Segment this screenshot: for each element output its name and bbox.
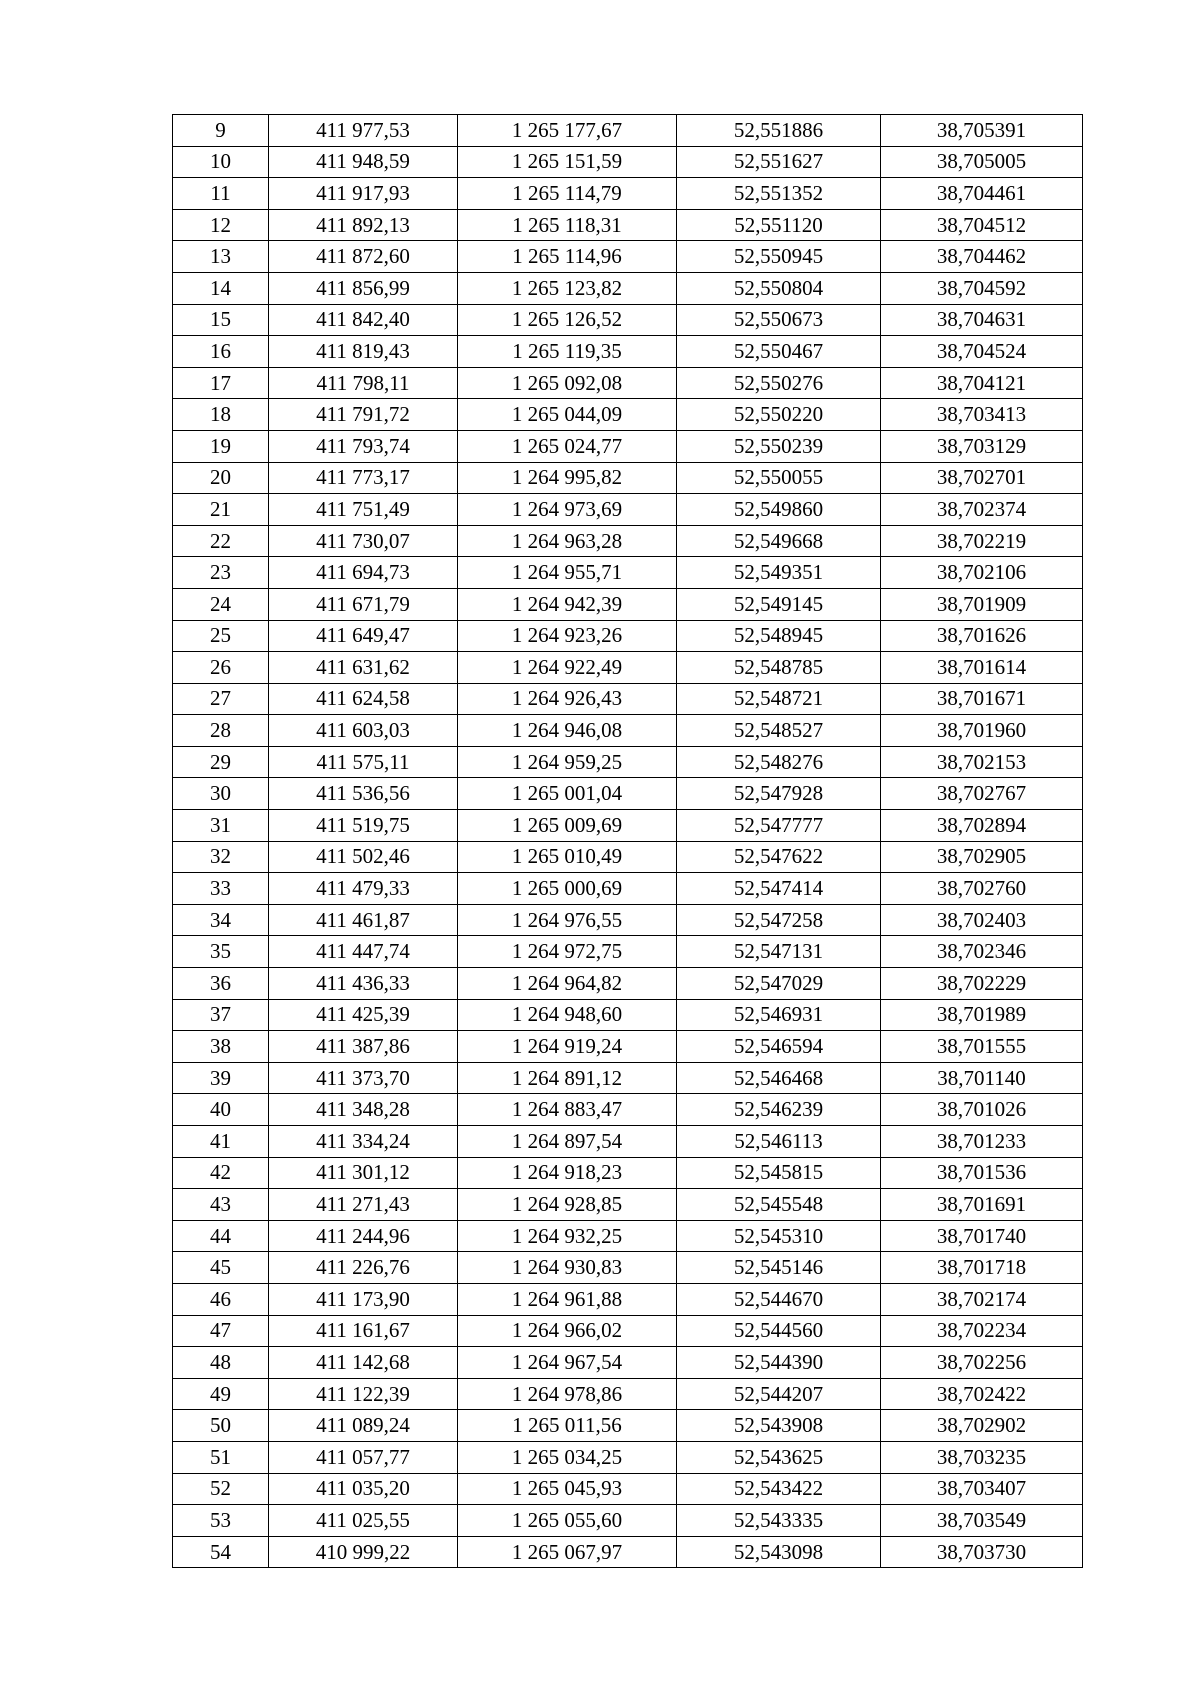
point-number-cell: 43	[173, 1189, 269, 1221]
latitude-cell: 52,544560	[677, 1315, 881, 1347]
point-number-cell: 26	[173, 652, 269, 684]
coordinate-y-cell: 1 264 919,24	[458, 1031, 677, 1063]
coordinate-x-cell: 411 730,07	[269, 525, 458, 557]
longitude-cell: 38,705391	[881, 115, 1083, 147]
longitude-cell: 38,702403	[881, 904, 1083, 936]
point-number-cell: 36	[173, 968, 269, 1000]
coordinate-y-cell: 1 264 930,83	[458, 1252, 677, 1284]
point-number-cell: 47	[173, 1315, 269, 1347]
coordinate-x-cell: 411 791,72	[269, 399, 458, 431]
coordinate-y-cell: 1 265 067,97	[458, 1536, 677, 1568]
coordinate-x-cell: 411 631,62	[269, 652, 458, 684]
point-number-cell: 32	[173, 841, 269, 873]
table-row	[173, 1473, 1083, 1505]
coordinate-y-cell: 1 264 891,12	[458, 1062, 677, 1094]
coordinate-x-cell: 411 793,74	[269, 430, 458, 462]
longitude-cell: 38,702219	[881, 525, 1083, 557]
point-number-cell: 18	[173, 399, 269, 431]
longitude-cell: 38,702234	[881, 1315, 1083, 1347]
longitude-cell: 38,701536	[881, 1157, 1083, 1189]
longitude-cell: 38,701960	[881, 715, 1083, 747]
longitude-cell: 38,702374	[881, 494, 1083, 526]
longitude-cell: 38,702346	[881, 936, 1083, 968]
coordinate-y-cell: 1 265 024,77	[458, 430, 677, 462]
point-number-cell: 27	[173, 683, 269, 715]
coordinate-x-cell: 411 301,12	[269, 1157, 458, 1189]
table-row	[173, 1378, 1083, 1410]
latitude-cell: 52,543625	[677, 1441, 881, 1473]
point-number-cell: 53	[173, 1505, 269, 1537]
longitude-cell: 38,701614	[881, 652, 1083, 684]
longitude-cell: 38,702894	[881, 810, 1083, 842]
coordinate-y-cell: 1 265 044,09	[458, 399, 677, 431]
longitude-cell: 38,702256	[881, 1347, 1083, 1379]
coordinate-x-cell: 411 271,43	[269, 1189, 458, 1221]
coordinate-x-cell: 411 751,49	[269, 494, 458, 526]
table-row	[173, 999, 1083, 1031]
latitude-cell: 52,547622	[677, 841, 881, 873]
longitude-cell: 38,704461	[881, 178, 1083, 210]
coordinate-y-cell: 1 264 928,85	[458, 1189, 677, 1221]
latitude-cell: 52,550673	[677, 304, 881, 336]
coordinate-x-cell: 411 334,24	[269, 1126, 458, 1158]
latitude-cell: 52,550055	[677, 462, 881, 494]
coordinate-y-cell: 1 265 034,25	[458, 1441, 677, 1473]
coordinate-x-cell: 411 387,86	[269, 1031, 458, 1063]
table-row	[173, 1220, 1083, 1252]
coordinate-x-cell: 411 536,56	[269, 778, 458, 810]
point-number-cell: 13	[173, 241, 269, 273]
point-number-cell: 28	[173, 715, 269, 747]
latitude-cell: 52,544670	[677, 1283, 881, 1315]
point-number-cell: 22	[173, 525, 269, 557]
longitude-cell: 38,702229	[881, 968, 1083, 1000]
table-row	[173, 1126, 1083, 1158]
table-row	[173, 683, 1083, 715]
coordinate-y-cell: 1 265 001,04	[458, 778, 677, 810]
table-row	[173, 399, 1083, 431]
coordinate-y-cell: 1 265 092,08	[458, 367, 677, 399]
table-row	[173, 1252, 1083, 1284]
longitude-cell: 38,705005	[881, 146, 1083, 178]
table-row	[173, 1062, 1083, 1094]
longitude-cell: 38,703407	[881, 1473, 1083, 1505]
point-number-cell: 44	[173, 1220, 269, 1252]
coordinate-x-cell: 411 035,20	[269, 1473, 458, 1505]
table-row	[173, 336, 1083, 368]
coordinate-x-cell: 411 025,55	[269, 1505, 458, 1537]
latitude-cell: 52,548721	[677, 683, 881, 715]
longitude-cell: 38,704512	[881, 209, 1083, 241]
coordinate-y-cell: 1 264 972,75	[458, 936, 677, 968]
point-number-cell: 14	[173, 272, 269, 304]
coordinate-x-cell: 411 244,96	[269, 1220, 458, 1252]
point-number-cell: 45	[173, 1252, 269, 1284]
latitude-cell: 52,547258	[677, 904, 881, 936]
coordinate-y-cell: 1 264 932,25	[458, 1220, 677, 1252]
table-row	[173, 1505, 1083, 1537]
table-row	[173, 1031, 1083, 1063]
coordinate-x-cell: 411 436,33	[269, 968, 458, 1000]
latitude-cell: 52,547928	[677, 778, 881, 810]
table-row	[173, 146, 1083, 178]
point-number-cell: 39	[173, 1062, 269, 1094]
latitude-cell: 52,547777	[677, 810, 881, 842]
latitude-cell: 52,547029	[677, 968, 881, 1000]
point-number-cell: 12	[173, 209, 269, 241]
longitude-cell: 38,701718	[881, 1252, 1083, 1284]
coordinate-x-cell: 410 999,22	[269, 1536, 458, 1568]
coordinate-x-cell: 411 373,70	[269, 1062, 458, 1094]
coordinate-y-cell: 1 264 946,08	[458, 715, 677, 747]
table-row	[173, 462, 1083, 494]
table-row	[173, 1094, 1083, 1126]
coordinate-x-cell: 411 694,73	[269, 557, 458, 589]
coordinate-x-cell: 411 948,59	[269, 146, 458, 178]
coordinate-y-cell: 1 264 976,55	[458, 904, 677, 936]
latitude-cell: 52,546468	[677, 1062, 881, 1094]
latitude-cell: 52,550220	[677, 399, 881, 431]
point-number-cell: 17	[173, 367, 269, 399]
table-row	[173, 1347, 1083, 1379]
point-number-cell: 15	[173, 304, 269, 336]
longitude-cell: 38,702422	[881, 1378, 1083, 1410]
latitude-cell: 52,545310	[677, 1220, 881, 1252]
coordinate-y-cell: 1 264 973,69	[458, 494, 677, 526]
coordinate-x-cell: 411 575,11	[269, 746, 458, 778]
latitude-cell: 52,551352	[677, 178, 881, 210]
table-row	[173, 115, 1083, 147]
latitude-cell: 52,548945	[677, 620, 881, 652]
coordinate-y-cell: 1 264 959,25	[458, 746, 677, 778]
point-number-cell: 25	[173, 620, 269, 652]
latitude-cell: 52,543908	[677, 1410, 881, 1442]
coordinate-y-cell: 1 264 967,54	[458, 1347, 677, 1379]
coordinate-x-cell: 411 447,74	[269, 936, 458, 968]
coordinate-x-cell: 411 819,43	[269, 336, 458, 368]
longitude-cell: 38,703129	[881, 430, 1083, 462]
coordinate-y-cell: 1 265 119,35	[458, 336, 677, 368]
coordinate-x-cell: 411 977,53	[269, 115, 458, 147]
point-number-cell: 11	[173, 178, 269, 210]
latitude-cell: 52,550239	[677, 430, 881, 462]
coordinate-x-cell: 411 161,67	[269, 1315, 458, 1347]
coordinate-y-cell: 1 264 964,82	[458, 968, 677, 1000]
coordinate-y-cell: 1 264 961,88	[458, 1283, 677, 1315]
coordinate-y-cell: 1 264 955,71	[458, 557, 677, 589]
coordinate-y-cell: 1 265 177,67	[458, 115, 677, 147]
point-number-cell: 52	[173, 1473, 269, 1505]
longitude-cell: 38,701233	[881, 1126, 1083, 1158]
longitude-cell: 38,702701	[881, 462, 1083, 494]
table-row	[173, 367, 1083, 399]
coordinate-y-cell: 1 264 926,43	[458, 683, 677, 715]
table-row	[173, 873, 1083, 905]
latitude-cell: 52,547414	[677, 873, 881, 905]
point-number-cell: 33	[173, 873, 269, 905]
coordinate-x-cell: 411 671,79	[269, 588, 458, 620]
latitude-cell: 52,546113	[677, 1126, 881, 1158]
point-number-cell: 48	[173, 1347, 269, 1379]
latitude-cell: 52,550467	[677, 336, 881, 368]
point-number-cell: 24	[173, 588, 269, 620]
longitude-cell: 38,704121	[881, 367, 1083, 399]
coordinate-x-cell: 411 479,33	[269, 873, 458, 905]
longitude-cell: 38,702174	[881, 1283, 1083, 1315]
latitude-cell: 52,546931	[677, 999, 881, 1031]
table-row	[173, 746, 1083, 778]
table-row	[173, 209, 1083, 241]
coordinate-y-cell: 1 264 923,26	[458, 620, 677, 652]
table-row	[173, 272, 1083, 304]
coordinate-x-cell: 411 461,87	[269, 904, 458, 936]
latitude-cell: 52,549351	[677, 557, 881, 589]
table-row	[173, 557, 1083, 589]
table-row	[173, 241, 1083, 273]
coordinate-x-cell: 411 519,75	[269, 810, 458, 842]
point-number-cell: 51	[173, 1441, 269, 1473]
longitude-cell: 38,701626	[881, 620, 1083, 652]
coordinate-x-cell: 411 649,47	[269, 620, 458, 652]
point-number-cell: 31	[173, 810, 269, 842]
point-number-cell: 16	[173, 336, 269, 368]
table-row	[173, 936, 1083, 968]
longitude-cell: 38,704524	[881, 336, 1083, 368]
point-number-cell: 35	[173, 936, 269, 968]
table-row	[173, 525, 1083, 557]
table-row	[173, 430, 1083, 462]
coordinate-y-cell: 1 265 055,60	[458, 1505, 677, 1537]
point-number-cell: 9	[173, 115, 269, 147]
point-number-cell: 49	[173, 1378, 269, 1410]
longitude-cell: 38,701026	[881, 1094, 1083, 1126]
coordinate-y-cell: 1 265 045,93	[458, 1473, 677, 1505]
longitude-cell: 38,704592	[881, 272, 1083, 304]
latitude-cell: 52,551120	[677, 209, 881, 241]
point-number-cell: 42	[173, 1157, 269, 1189]
table-row	[173, 968, 1083, 1000]
point-number-cell: 37	[173, 999, 269, 1031]
coordinate-x-cell: 411 226,76	[269, 1252, 458, 1284]
table-row	[173, 1189, 1083, 1221]
coordinate-y-cell: 1 265 009,69	[458, 810, 677, 842]
coordinate-y-cell: 1 264 922,49	[458, 652, 677, 684]
coordinate-x-cell: 411 173,90	[269, 1283, 458, 1315]
table-row	[173, 1536, 1083, 1568]
longitude-cell: 38,703549	[881, 1505, 1083, 1537]
coordinate-x-cell: 411 348,28	[269, 1094, 458, 1126]
coordinate-x-cell: 411 603,03	[269, 715, 458, 747]
coordinate-x-cell: 411 502,46	[269, 841, 458, 873]
longitude-cell: 38,702153	[881, 746, 1083, 778]
longitude-cell: 38,702767	[881, 778, 1083, 810]
longitude-cell: 38,703413	[881, 399, 1083, 431]
coordinate-y-cell: 1 265 114,79	[458, 178, 677, 210]
point-number-cell: 10	[173, 146, 269, 178]
coordinate-x-cell: 411 122,39	[269, 1378, 458, 1410]
latitude-cell: 52,544390	[677, 1347, 881, 1379]
coordinate-y-cell: 1 265 123,82	[458, 272, 677, 304]
latitude-cell: 52,550945	[677, 241, 881, 273]
latitude-cell: 52,551886	[677, 115, 881, 147]
point-number-cell: 40	[173, 1094, 269, 1126]
coordinate-y-cell: 1 265 114,96	[458, 241, 677, 273]
latitude-cell: 52,546239	[677, 1094, 881, 1126]
longitude-cell: 38,701671	[881, 683, 1083, 715]
longitude-cell: 38,703730	[881, 1536, 1083, 1568]
coordinate-x-cell: 411 624,58	[269, 683, 458, 715]
longitude-cell: 38,702905	[881, 841, 1083, 873]
coordinates-table	[172, 114, 1083, 1568]
longitude-cell: 38,702760	[881, 873, 1083, 905]
coordinate-y-cell: 1 264 883,47	[458, 1094, 677, 1126]
table-row	[173, 1283, 1083, 1315]
table-row	[173, 178, 1083, 210]
point-number-cell: 20	[173, 462, 269, 494]
latitude-cell: 52,550276	[677, 367, 881, 399]
table-row	[173, 588, 1083, 620]
longitude-cell: 38,704631	[881, 304, 1083, 336]
coordinate-y-cell: 1 265 118,31	[458, 209, 677, 241]
point-number-cell: 19	[173, 430, 269, 462]
latitude-cell: 52,543098	[677, 1536, 881, 1568]
coordinate-y-cell: 1 265 011,56	[458, 1410, 677, 1442]
coordinate-x-cell: 411 057,77	[269, 1441, 458, 1473]
table-row	[173, 778, 1083, 810]
coordinate-y-cell: 1 264 942,39	[458, 588, 677, 620]
longitude-cell: 38,702106	[881, 557, 1083, 589]
coordinate-y-cell: 1 265 000,69	[458, 873, 677, 905]
latitude-cell: 52,549668	[677, 525, 881, 557]
latitude-cell: 52,543422	[677, 1473, 881, 1505]
table-row	[173, 1410, 1083, 1442]
latitude-cell: 52,544207	[677, 1378, 881, 1410]
point-number-cell: 30	[173, 778, 269, 810]
coordinate-x-cell: 411 842,40	[269, 304, 458, 336]
coordinate-x-cell: 411 142,68	[269, 1347, 458, 1379]
point-number-cell: 46	[173, 1283, 269, 1315]
coordinate-y-cell: 1 264 978,86	[458, 1378, 677, 1410]
point-number-cell: 38	[173, 1031, 269, 1063]
longitude-cell: 38,702902	[881, 1410, 1083, 1442]
latitude-cell: 52,545548	[677, 1189, 881, 1221]
table-row	[173, 715, 1083, 747]
point-number-cell: 21	[173, 494, 269, 526]
point-number-cell: 41	[173, 1126, 269, 1158]
coordinate-y-cell: 1 264 963,28	[458, 525, 677, 557]
coordinate-x-cell: 411 892,13	[269, 209, 458, 241]
latitude-cell: 52,548785	[677, 652, 881, 684]
longitude-cell: 38,701909	[881, 588, 1083, 620]
longitude-cell: 38,701989	[881, 999, 1083, 1031]
point-number-cell: 23	[173, 557, 269, 589]
point-number-cell: 29	[173, 746, 269, 778]
coordinate-x-cell: 411 856,99	[269, 272, 458, 304]
latitude-cell: 52,551627	[677, 146, 881, 178]
coordinate-y-cell: 1 264 966,02	[458, 1315, 677, 1347]
coordinate-y-cell: 1 264 995,82	[458, 462, 677, 494]
coordinate-y-cell: 1 265 126,52	[458, 304, 677, 336]
coordinate-y-cell: 1 264 918,23	[458, 1157, 677, 1189]
longitude-cell: 38,701555	[881, 1031, 1083, 1063]
table-row	[173, 652, 1083, 684]
table-row	[173, 904, 1083, 936]
longitude-cell: 38,703235	[881, 1441, 1083, 1473]
latitude-cell: 52,549860	[677, 494, 881, 526]
coordinate-x-cell: 411 089,24	[269, 1410, 458, 1442]
latitude-cell: 52,545815	[677, 1157, 881, 1189]
coordinate-x-cell: 411 872,60	[269, 241, 458, 273]
coordinate-y-cell: 1 265 151,59	[458, 146, 677, 178]
latitude-cell: 52,547131	[677, 936, 881, 968]
longitude-cell: 38,701740	[881, 1220, 1083, 1252]
coordinate-y-cell: 1 265 010,49	[458, 841, 677, 873]
point-number-cell: 34	[173, 904, 269, 936]
longitude-cell: 38,701691	[881, 1189, 1083, 1221]
table-row	[173, 841, 1083, 873]
longitude-cell: 38,701140	[881, 1062, 1083, 1094]
coordinate-y-cell: 1 264 948,60	[458, 999, 677, 1031]
point-number-cell: 54	[173, 1536, 269, 1568]
table-row	[173, 494, 1083, 526]
latitude-cell: 52,545146	[677, 1252, 881, 1284]
coordinate-x-cell: 411 773,17	[269, 462, 458, 494]
longitude-cell: 38,704462	[881, 241, 1083, 273]
latitude-cell: 52,550804	[677, 272, 881, 304]
latitude-cell: 52,543335	[677, 1505, 881, 1537]
table-row	[173, 304, 1083, 336]
coordinate-y-cell: 1 264 897,54	[458, 1126, 677, 1158]
table-row	[173, 810, 1083, 842]
table-row	[173, 1315, 1083, 1347]
table-row	[173, 620, 1083, 652]
latitude-cell: 52,548527	[677, 715, 881, 747]
coordinate-x-cell: 411 917,93	[269, 178, 458, 210]
coordinates-table-body	[173, 115, 1083, 1568]
table-row	[173, 1441, 1083, 1473]
table-row	[173, 1157, 1083, 1189]
latitude-cell: 52,548276	[677, 746, 881, 778]
coordinate-x-cell: 411 425,39	[269, 999, 458, 1031]
point-number-cell: 50	[173, 1410, 269, 1442]
latitude-cell: 52,546594	[677, 1031, 881, 1063]
coordinate-x-cell: 411 798,11	[269, 367, 458, 399]
latitude-cell: 52,549145	[677, 588, 881, 620]
